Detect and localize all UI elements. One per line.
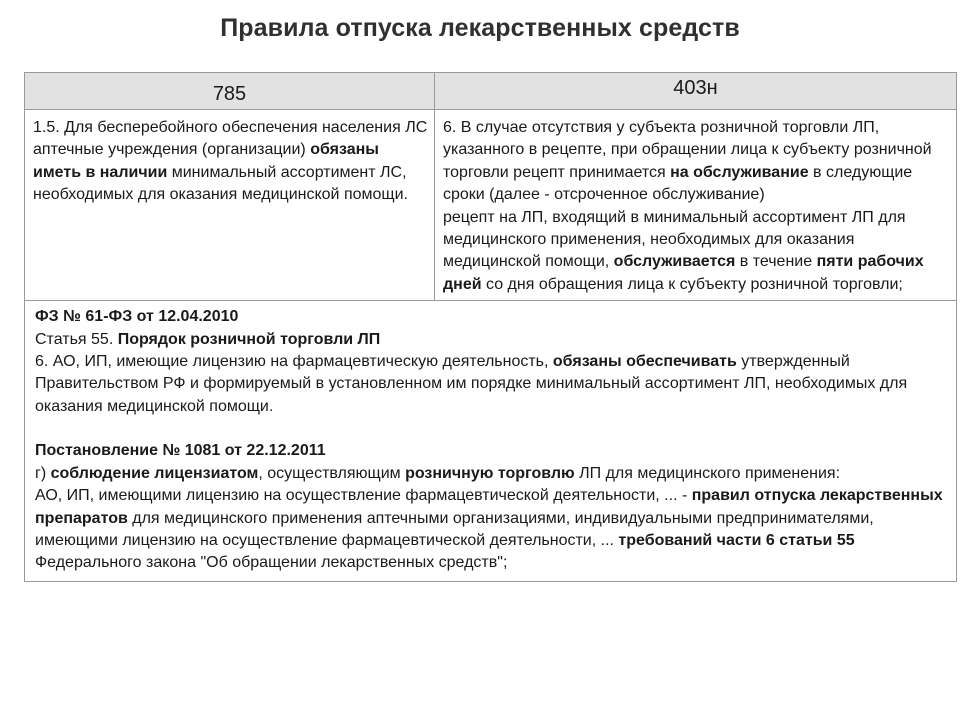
table-row-laws: [25, 301, 957, 581]
paragraph-decree-g: [35, 463, 950, 485]
bold-fragment: Постановление № 1081 от 22.12.2011: [35, 442, 326, 460]
decree-heading: [35, 440, 950, 462]
fz-heading: [35, 306, 950, 328]
cell-403n-text: [435, 110, 957, 301]
comparison-table: [24, 72, 957, 582]
text-fragment: ЛП для медицинского применения:: [574, 464, 841, 482]
text-fragment: г): [35, 464, 51, 482]
text-fragment: утвержденный Правительством РФ и формируемый в установленном им порядке минимальный ассортимент ЛП, необходимых для оказания медицинской помощи.: [35, 353, 908, 415]
text-fragment: в следующие сроки (далее - отсроченное обслуживание): [443, 163, 913, 204]
paragraph-403n-6: [443, 117, 950, 207]
bold-fragment: правил отпуска лекарственных препаратов: [35, 487, 943, 527]
text-fragment: минимальный ассортимент ЛС, необходимых для оказания медицинской помощи.: [33, 163, 408, 204]
bold-fragment: обязаны иметь в наличии: [33, 141, 379, 181]
bold-fragment: обязаны обеспечивать: [552, 353, 737, 371]
text-fragment: Статья 55.: [35, 330, 118, 348]
text-fragment: , осуществляющим: [258, 464, 406, 482]
bold-fragment: пяти рабочих дней: [443, 253, 924, 293]
text-fragment: рецепт на ЛП, входящий в минимальный ассортимент ЛП для медицинского применения, необходимых для оказания медицинской помощи,: [443, 208, 906, 271]
article-55-line: [35, 329, 950, 351]
spacer: [35, 418, 950, 440]
table-row-comparison: [25, 110, 957, 301]
bold-fragment: требований части 6 статьи 55: [618, 531, 855, 549]
table-header-row: [25, 73, 957, 110]
paragraph-decree-ao: [35, 485, 950, 575]
cell-laws-text: [25, 301, 957, 581]
text-fragment: 1.5. Для бесперебойного обеспечения населения ЛС аптечные учреждения (организации): [33, 119, 428, 159]
text-fragment: АО, ИП, имеющими лицензию на осуществление фармацевтической деятельности, ... -: [35, 487, 692, 505]
paragraph-785-1-5: [33, 117, 428, 207]
bold-fragment: на обслуживание: [670, 163, 809, 181]
text-fragment: 6. АО, ИП, имеющие лицензию на фармацевтическую деятельность,: [35, 353, 553, 371]
text-fragment: со дня обращения лица к субъекту розничной торговли;: [481, 275, 903, 293]
bold-fragment: Порядок розничной торговли ЛП: [117, 330, 381, 348]
text-fragment: в течение: [735, 253, 817, 271]
column-header-785: 785: [25, 73, 435, 110]
column-header-403n: 403н: [435, 73, 957, 110]
bold-fragment: обслуживается: [613, 253, 736, 271]
cell-785-text: [25, 110, 435, 301]
text-fragment: для медицинского применения аптечными организациями, индивидуальными предпринимателями, имеющими лицензию на осуществление фармацевтической деятельности, ...: [35, 509, 874, 549]
bold-fragment: розничную торговлю: [405, 464, 575, 482]
paragraph-article-55-6: [35, 351, 950, 418]
bold-fragment: ФЗ № 61-ФЗ от 12.04.2010: [35, 308, 239, 326]
text-fragment: Федерального закона "Об обращении лекарственных средств";: [35, 554, 508, 572]
text-fragment: 6. В случае отсутствия у субъекта розничной торговли ЛП, указанного в рецепте, при обращении лица к субъекту розничной торговли рецепт принимается: [443, 119, 932, 181]
bold-fragment: соблюдение лицензиатом: [50, 464, 259, 482]
paragraph-403n-deferred: [443, 207, 950, 297]
page-title: Правила отпуска лекарственных средств: [220, 14, 740, 42]
